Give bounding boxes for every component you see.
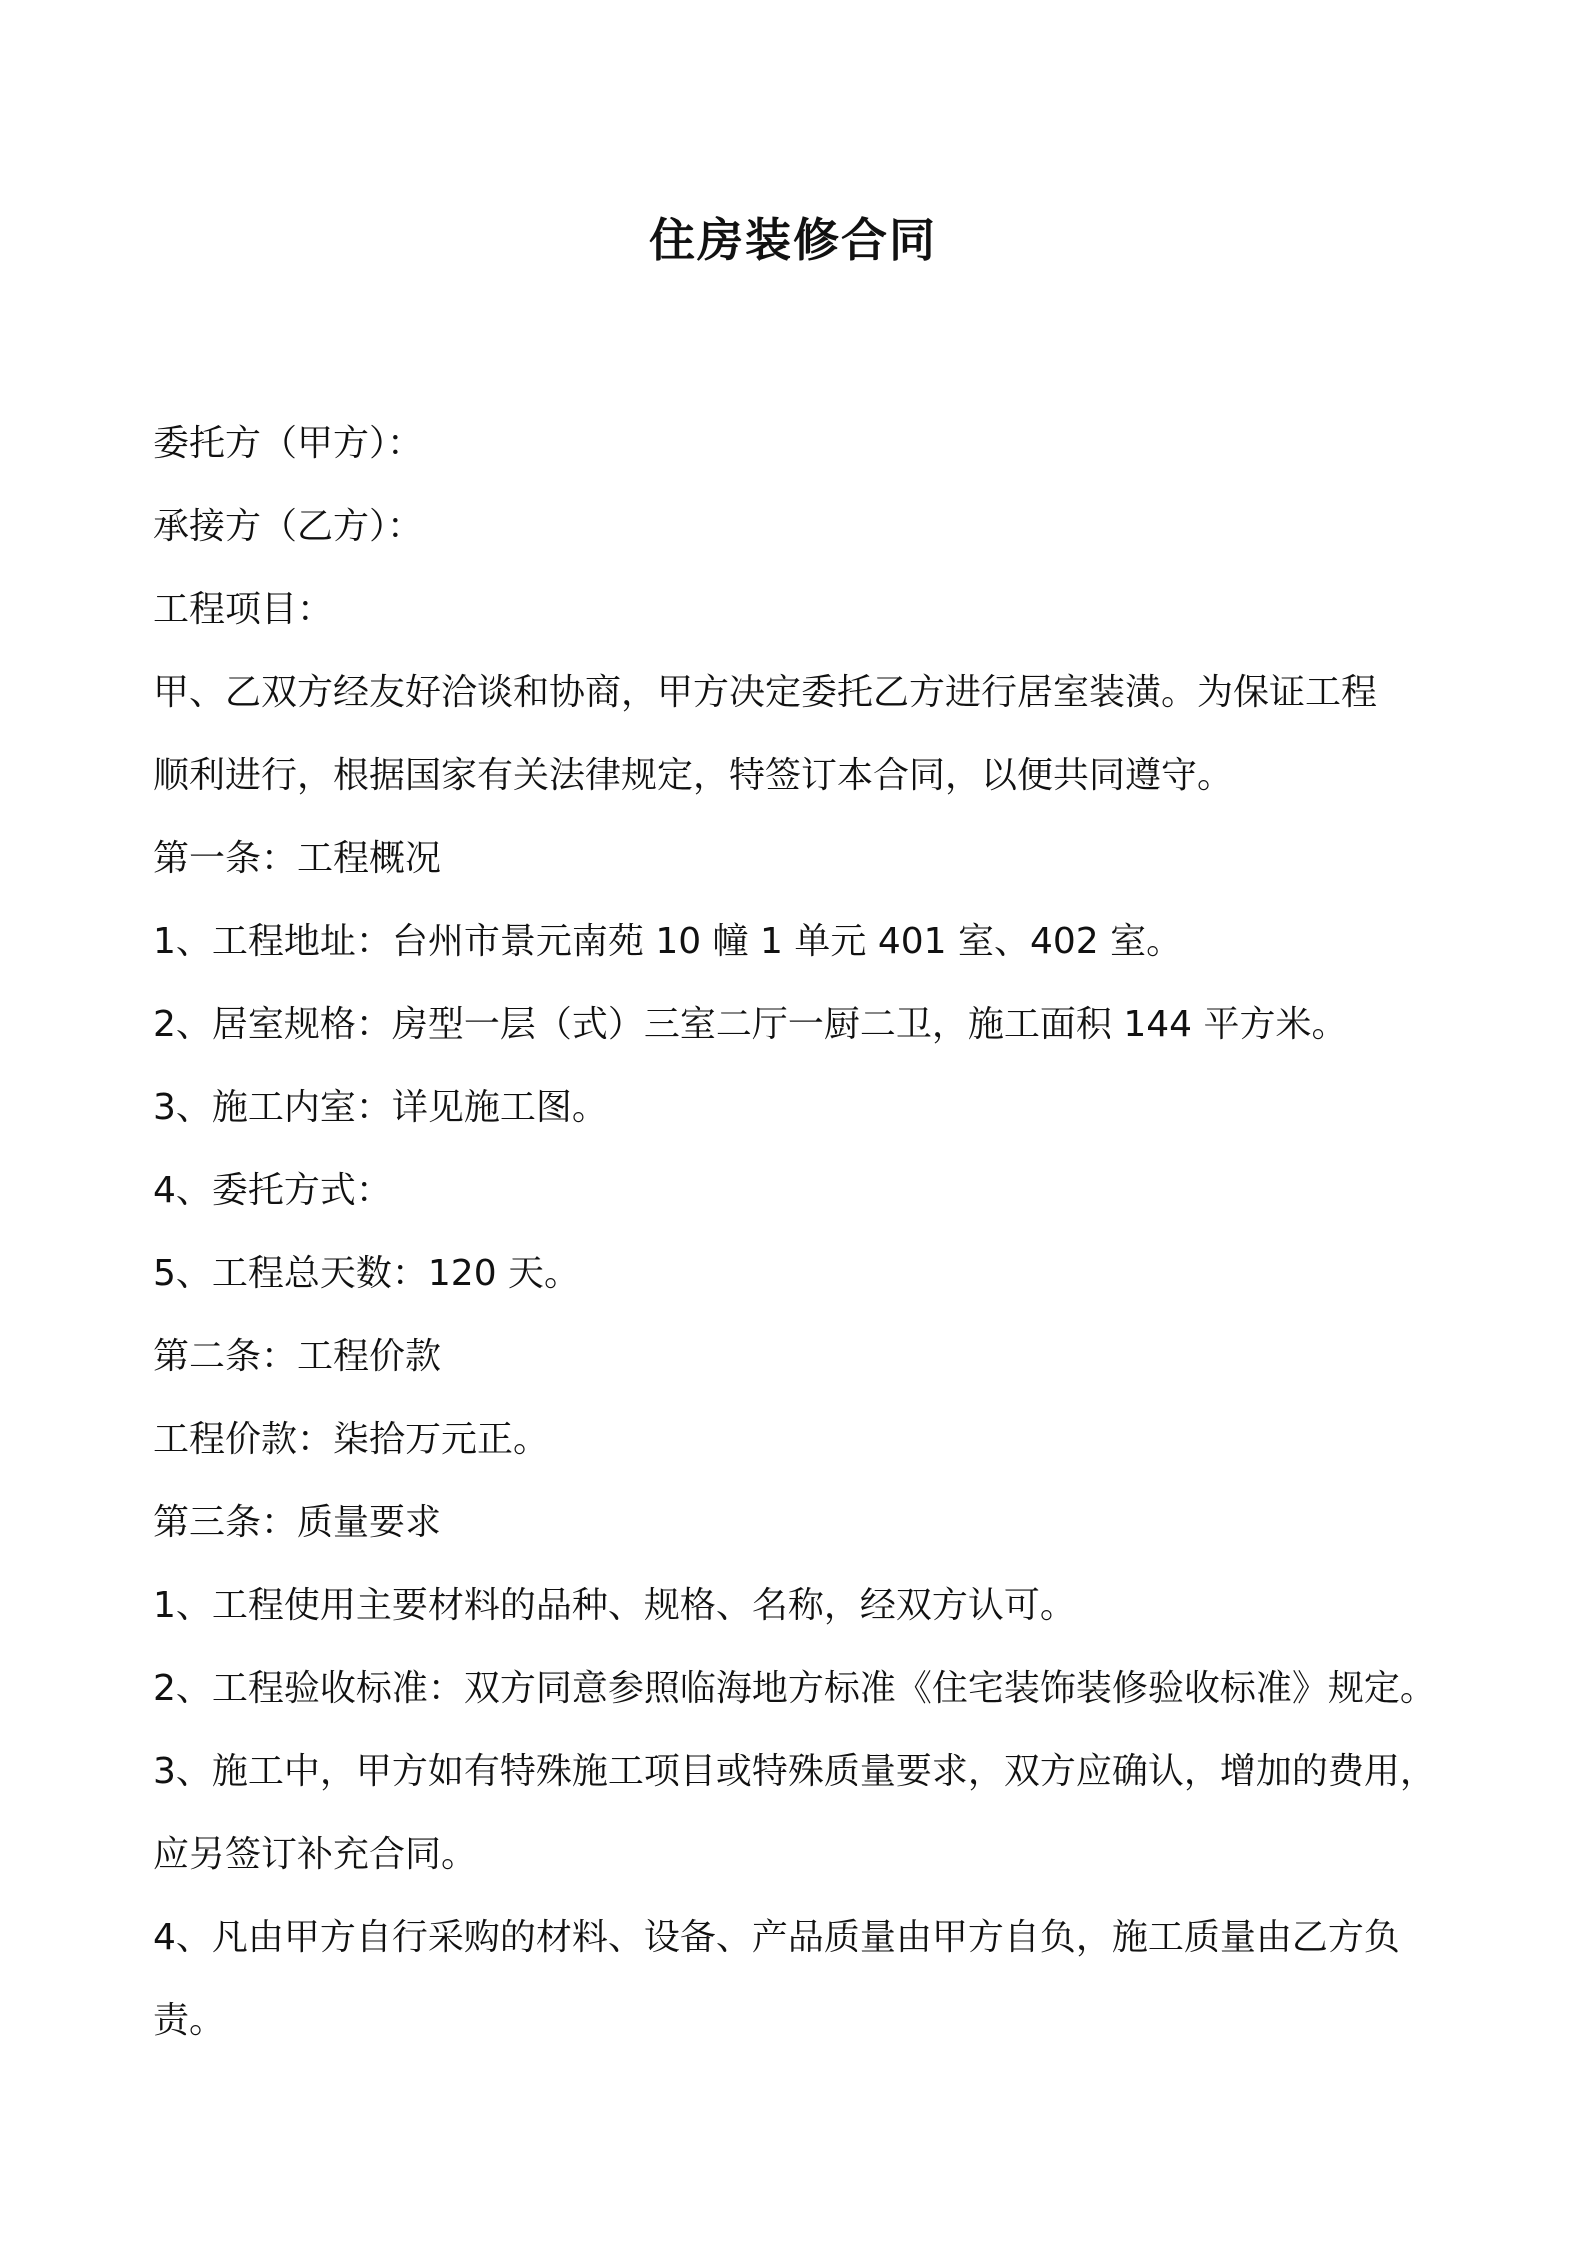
intro-line-1: 甲、乙双方经友好洽谈和协商，甲方决定委托乙方进行居室装潢。为保证工程 (153, 672, 1378, 713)
article-1-heading: 第一条：工程概况 (153, 838, 442, 879)
article-1-item-3: 3、施工内室：详见施工图。 (153, 1087, 608, 1128)
article-3-item-1: 1、工程使用主要材料的品种、规格、名称，经双方认可。 (153, 1585, 1076, 1626)
document-body (153, 402, 1453, 2062)
article-3-item-4-line-2: 责。 (153, 2000, 226, 2041)
article-3-item-2: 2、工程验收标准：双方同意参照临海地方标准《住宅装饰装修验收标准》规定。 (153, 1668, 1436, 1709)
article-1-item-1: 1、工程地址：台州市景元南苑 10 幢 1 单元 401 室、402 室。 (153, 921, 1183, 962)
party-b-line: 承接方（乙方）： (153, 506, 424, 547)
project-line: 工程项目： (153, 589, 334, 630)
article-1-item-4: 4、委托方式： (153, 1170, 392, 1211)
party-a-line: 委托方（甲方）： (153, 423, 424, 464)
article-1-item-5: 5、工程总天数：120 天。 (153, 1253, 581, 1294)
article-3-heading: 第三条：质量要求 (153, 1502, 442, 1543)
article-3-item-4-line-1: 4、凡由甲方自行采购的材料、设备、产品质量由甲方自负，施工质量由乙方负 (153, 1917, 1400, 1958)
article-3-item-3-line-2: 应另签订补充合同。 (153, 1834, 478, 1875)
article-2-price: 工程价款：柒拾万元正。 (153, 1419, 550, 1460)
document-title: 住房装修合同 (649, 213, 937, 267)
intro-line-2: 顺利进行，根据国家有关法律规定，特签订本合同，以便共同遵守。 (153, 755, 1234, 796)
article-3-item-3-line-1: 3、施工中，甲方如有特殊施工项目或特殊质量要求，双方应确认，增加的费用， (153, 1751, 1436, 1792)
article-1-item-2: 2、居室规格：房型一层（式）三室二厅一厨二卫，施工面积 144 平方米。 (153, 1004, 1348, 1045)
article-2-heading: 第二条：工程价款 (153, 1336, 442, 1377)
